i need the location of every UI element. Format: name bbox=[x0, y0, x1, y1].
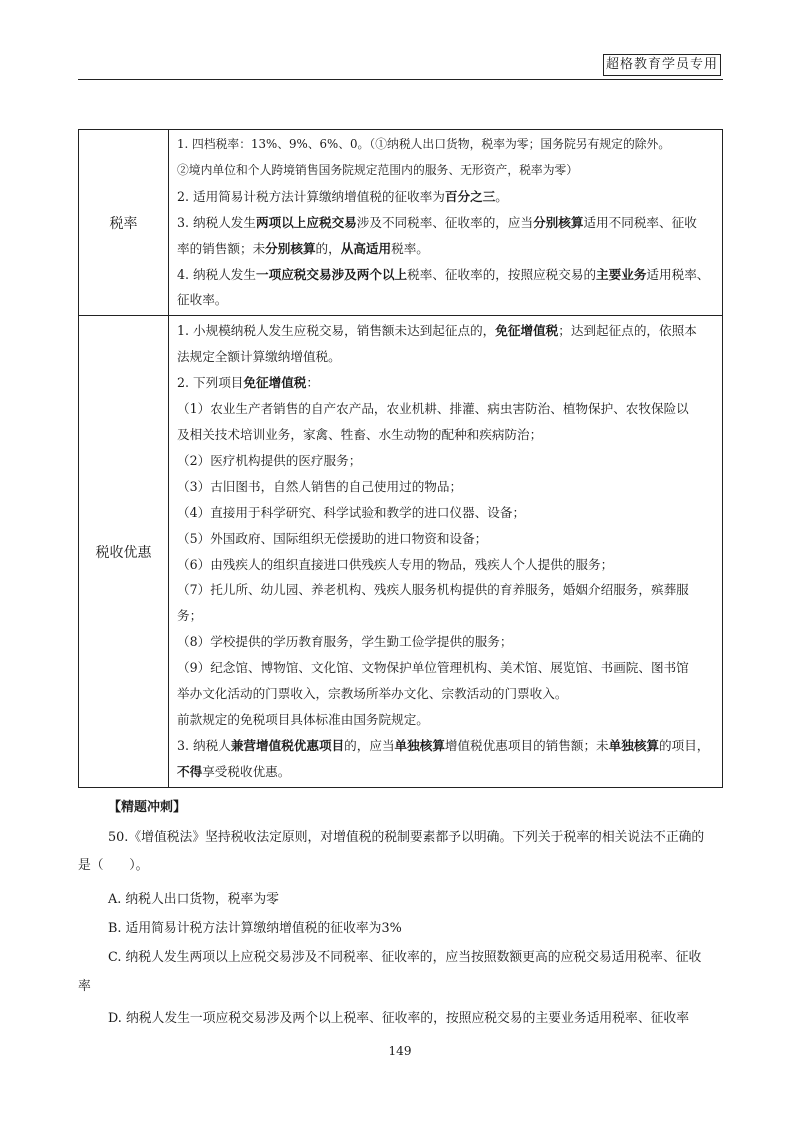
row-content-tax-rate bbox=[169, 130, 723, 316]
brand-label: 超格教育学员专用 bbox=[603, 54, 721, 76]
text-line: 法规定全额计算缴纳增值税。 bbox=[177, 349, 341, 365]
question-stem-continued: 是（ ）。 bbox=[78, 858, 149, 873]
text-line: 3. 纳税人兼营增值税优惠项目的，应当单独核算增值税优惠项目的销售额；未单独核算的项目， bbox=[177, 737, 710, 753]
text-line: 3. 纳税人发生两项以上应税交易涉及不同税率、征收率的，应当分别核算适用不同税率、征收 bbox=[177, 214, 697, 230]
text-line: 不得享受税收优惠。 bbox=[177, 763, 291, 779]
page-number: 149 bbox=[388, 1044, 412, 1058]
option-d: D. 纳税人发生一项应税交易涉及两个以上税率、征收率的，按照应税交易的主要业务适用税率、征收率 bbox=[108, 1011, 690, 1026]
text-line: 2. 下列项目免征增值税： bbox=[177, 375, 319, 391]
text-line: 前款规定的免税项目具体标准由国务院规定。 bbox=[177, 711, 429, 727]
text-line: （4）直接用于科学研究、科学试验和教学的进口仪器、设备； bbox=[177, 504, 526, 520]
text-line: （7）托儿所、幼儿园、养老机构、残疾人服务机构提供的育养服务，婚姻介绍服务，殡葬服 bbox=[177, 582, 689, 598]
row-label-tax-incentives: 税收优惠 bbox=[79, 316, 169, 787]
text-line: （2）医疗机构提供的医疗服务； bbox=[177, 452, 362, 468]
text-line: ②境内单位和个人跨境销售国务院规定范围内的服务、无形资产，税率为零） bbox=[177, 162, 579, 177]
text-line: 1. 四档税率：13%、9%、6%、0。（①纳税人出口货物，税率为零；国务院另有规定的除外。 bbox=[177, 137, 671, 151]
text-line: 举办文化活动的门票收入，宗教场所举办文化、宗教活动的门票收入。 bbox=[177, 686, 568, 702]
row-content-tax-incentives bbox=[169, 316, 723, 787]
text-line: （8）学校提供的学历教育服务，学生勤工俭学提供的服务； bbox=[177, 634, 513, 650]
option-c: C. 纳税人发生两项以上应税交易涉及不同税率、征收率的，应当按照数额更高的应税交易适用税率、征收 bbox=[108, 950, 702, 965]
text-line: 4. 纳税人发生一项应税交易涉及两个以上税率、征收率的，按照应税交易的主要业务适用税率、 bbox=[177, 266, 710, 282]
text-line: （5）外国政府、国际组织无偿援助的进口物资和设备； bbox=[177, 530, 488, 546]
text-line: （1）农业生产者销售的自产农产品，农业机耕、排灌、病虫害防治、植物保护、农牧保险以 bbox=[177, 401, 689, 417]
text-line: 务； bbox=[177, 608, 203, 624]
text-line: 1. 小规模纳税人发生应税交易，销售额未达到起征点的，免征增值税；达到起征点的，依照本 bbox=[177, 323, 697, 339]
row-label-tax-rate: 税率 bbox=[79, 130, 169, 316]
text-line: 及相关技术培训业务，家禽、牲畜、水生动物的配种和疾病防治； bbox=[177, 426, 543, 442]
header-rule bbox=[78, 79, 723, 80]
text-line: 征收率。 bbox=[177, 292, 228, 308]
option-b: B. 适用简易计税方法计算缴纳增值税的征收率为3% bbox=[108, 921, 402, 936]
tax-rules-table bbox=[78, 129, 723, 788]
text-line: （9）纪念馆、博物馆、文化馆、文物保护单位管理机构、美术馆、展览馆、书画院、图书馆 bbox=[177, 660, 689, 676]
question-stem: 50.《增值税法》坚持税收法定原则，对增值税的税制要素都予以明确。下列关于税率的相关说法不正确的 bbox=[108, 830, 705, 845]
option-c-continued: 率 bbox=[78, 979, 91, 994]
text-line: 2. 适用简易计税方法计算缴纳增值税的征收率为百分之三。 bbox=[177, 188, 508, 204]
text-line: （6）由残疾人的组织直接进口供残疾人专用的物品，残疾人个人提供的服务； bbox=[177, 556, 614, 572]
table-row bbox=[79, 130, 723, 316]
table-row bbox=[79, 316, 723, 787]
section-heading: 【精题冲刺】 bbox=[108, 800, 187, 815]
text-line: （3）古旧图书，自然人销售的自己使用过的物品； bbox=[177, 478, 463, 494]
option-a: A. 纳税人出口货物，税率为零 bbox=[108, 892, 279, 907]
text-line: 率的销售额；未分别核算的，从高适用税率。 bbox=[177, 240, 429, 256]
